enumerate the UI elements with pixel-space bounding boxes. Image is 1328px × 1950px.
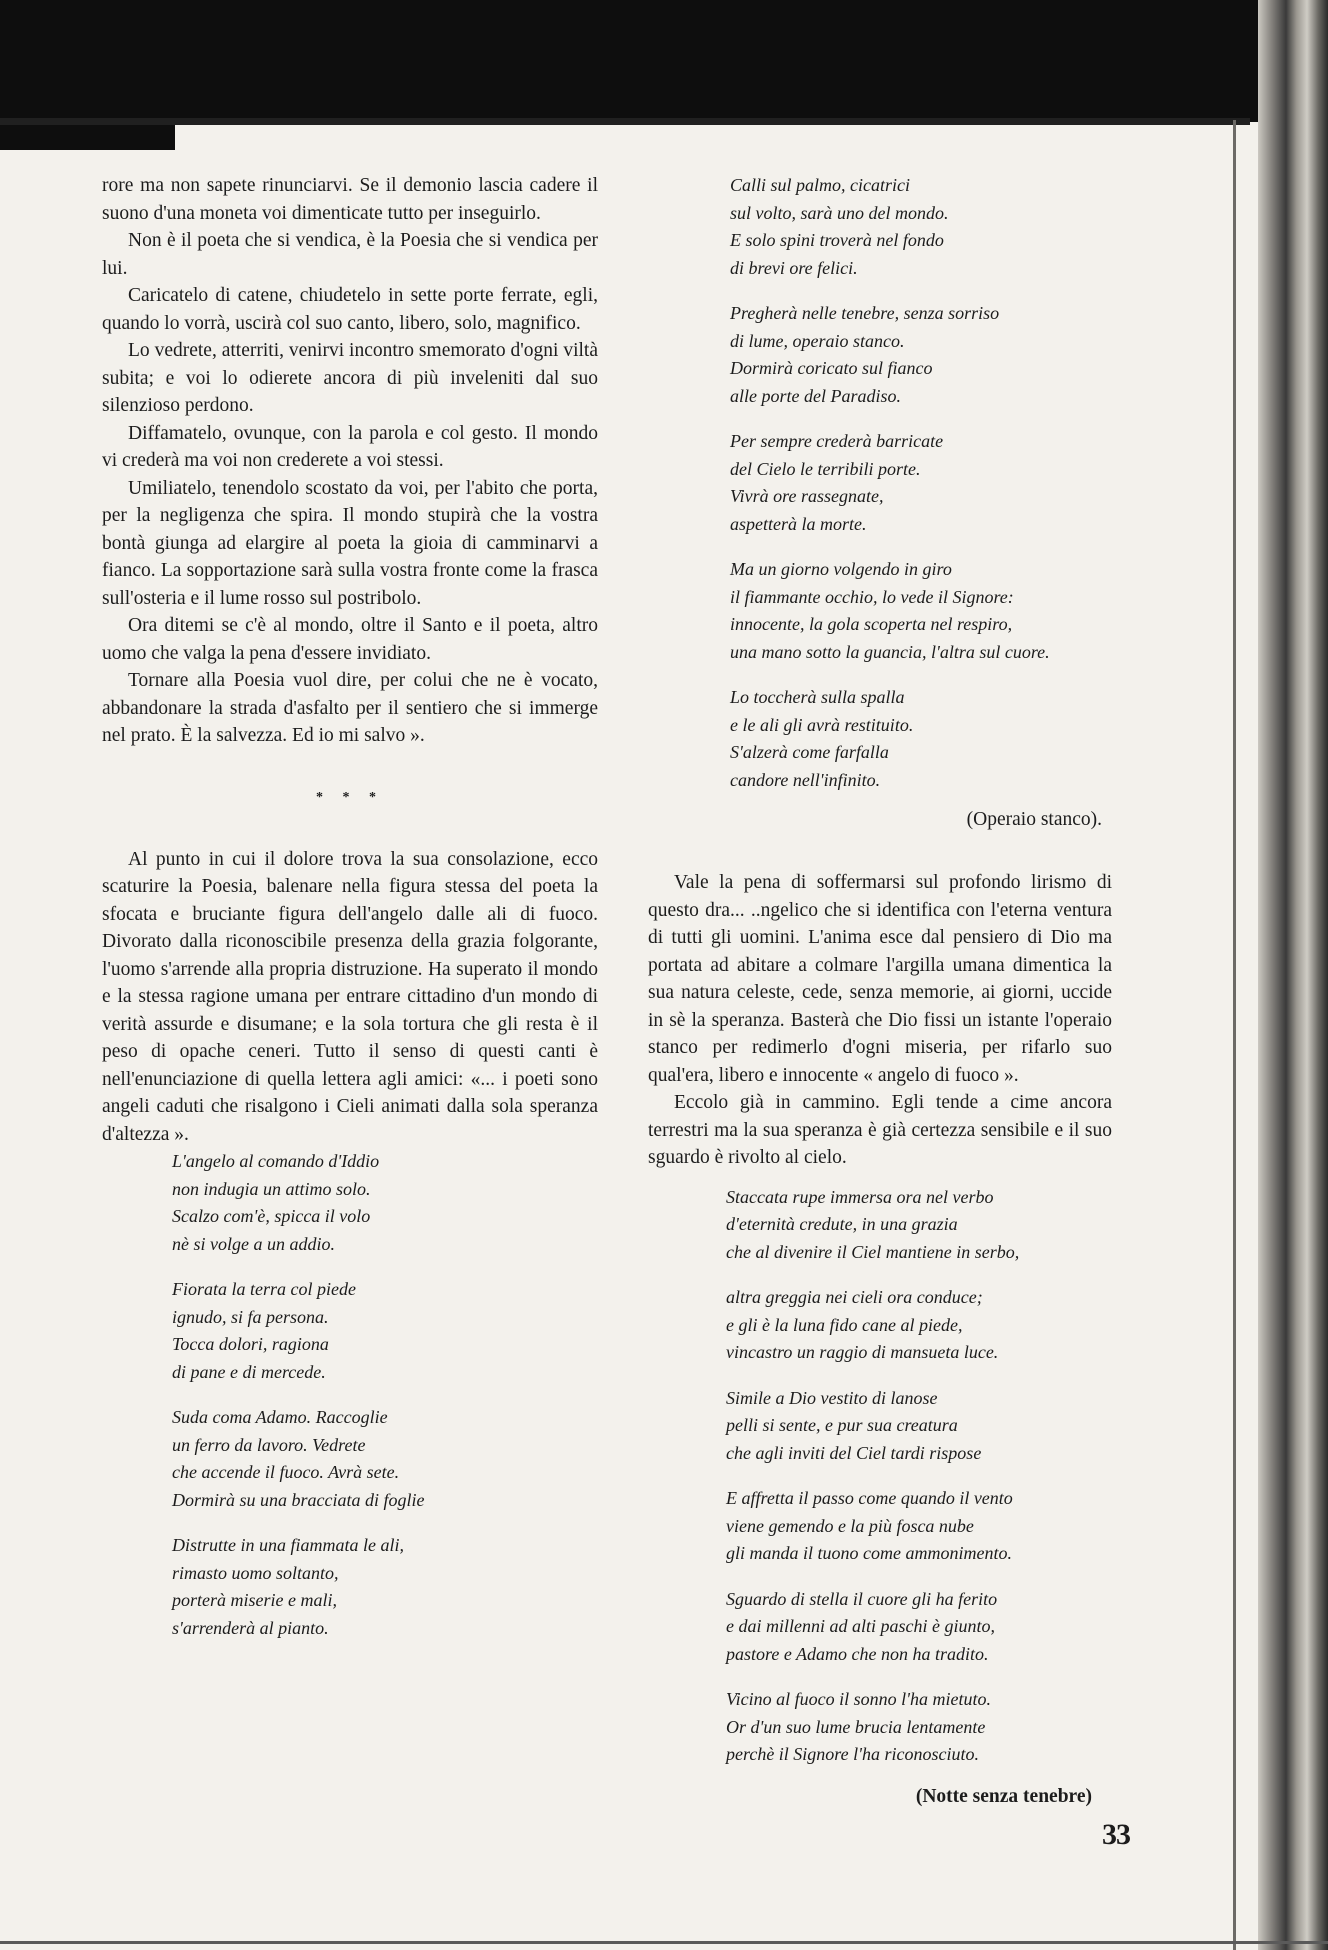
poem-notte-senza-tenebre bbox=[726, 1184, 1112, 1769]
paragraph: Caricatelo di catene, chiudetelo in sette porte ferrate, egli, quando lo vorrà, uscirà col suo canto, libero, solo, magnifico. bbox=[102, 285, 598, 334]
verse-line: Calli sul palmo, cicatrici bbox=[730, 175, 910, 195]
verse-line: s'arrenderà al pianto. bbox=[172, 1617, 329, 1638]
verse-line: porterà miserie e mali, bbox=[172, 1590, 337, 1610]
verse-line: E solo spini troverà nel fondo bbox=[730, 230, 944, 250]
verse-line: Per sempre crederà barricate bbox=[730, 431, 944, 451]
stanza bbox=[730, 428, 1112, 538]
verse-line: Lo toccherà sulla spalla bbox=[730, 687, 905, 707]
verse-line: pastore e Adamo che non ha tradito. bbox=[726, 1643, 989, 1664]
paragraph: Ora ditemi se c'è al mondo, oltre il Santo e il poeta, altro uomo che valga la pena d'essere invidiato. bbox=[102, 615, 598, 664]
stanza bbox=[172, 1532, 598, 1642]
stanza bbox=[172, 1276, 598, 1386]
verse-line: gli manda il tuono come ammonimento. bbox=[726, 1543, 1012, 1563]
verse-line: Fiorata la terra col piede bbox=[172, 1279, 356, 1299]
verse-line: Vivrà ore rassegnate, bbox=[730, 486, 884, 506]
scan-top-edge bbox=[0, 118, 1250, 125]
verse-line: E affretta il passo come quando il vento bbox=[726, 1488, 1013, 1508]
left-prose-top bbox=[102, 172, 598, 750]
verse-line: Ma un giorno volgendo in giro bbox=[730, 559, 952, 579]
verse-line: che agli inviti del Ciel tardi rispose bbox=[726, 1442, 982, 1463]
stanza bbox=[172, 1404, 598, 1514]
verse-line: innocente, la gola scoperta nel respiro, bbox=[730, 614, 1013, 634]
stanza bbox=[730, 556, 1112, 666]
verse-line: e dai millenni ad alti paschi è giunto, bbox=[726, 1616, 995, 1636]
verse-line: Simile a Dio vestito di lanose bbox=[726, 1387, 938, 1408]
paragraph: Vale la pena di soffermarsi sul profondo lirismo di questo dra... ..ngelico che si identifica con l'eterna ventura di tutti gli uomini. L'anima esce dal pensiero di Dio ma portata ad abitare a colmare l'argilla umana dimentica la sua natura celeste, cede, senza memorie, ai giorni, uccide in sè la speranza. Basterà che Dio fissi un istante l'operaio stanco per redimerlo d'ogni miseria, per rifarlo suo qual'era, libero e innocente « angelo di fuoco ». bbox=[648, 872, 1112, 1086]
verse-line: non indugia un attimo solo. bbox=[172, 1178, 371, 1199]
paragraph: Lo vedrete, atterriti, venirvi incontro smemorato d'ogni viltà subita; e voi lo odierete ancora di più inveleniti dal suo silenzioso perdono. bbox=[102, 340, 598, 416]
paragraph: Al punto in cui il dolore trova la sua consolazione, ecco scaturire la Poesia, balenare nella figura stessa del poeta la sfocata e bruciante figura dell'angelo dalle ali di fuoco. Divorato dalla riconoscibile presenza della grazia folgorante, l'uomo s'arrende alla propria distruzione. Ha superato il mondo e la stessa ragione umana per entrare cittadino d'un mondo di verità assurde e disumane; e la sola tortura che gli resta è il peso di opache ceneri. Tutto il senso di questi canti è nell'enunciazione di quella lettera agli amici: «... i poeti sono angeli caduti che risalgono i Cieli animati dalla sola speranza d'altezza ». bbox=[102, 848, 598, 1145]
left-column bbox=[102, 172, 598, 1660]
verse-line: di pane e di mercede. bbox=[172, 1361, 326, 1382]
paragraph: Umiliatelo, tenendolo scostato da voi, per l'abito che porta, per la negligenza che spira. Il mondo stupirà che la vostra bontà giunga ad elargire al poeta la gioia di camminarvi a fianco. La sopportazione sarà sulla vostra fronte come la frasca sull'osteria e il lume rosso sul postribolo. bbox=[102, 477, 598, 609]
verse-line: vincastro un raggio di mansueta luce. bbox=[726, 1342, 999, 1362]
paragraph: Diffamatelo, ovunque, con la parola e col gesto. Il mondo vi crederà ma voi non crederete a voi stessi. bbox=[102, 422, 598, 471]
verse-line: il fiammante occhio, lo vede il Signore: bbox=[730, 586, 1014, 607]
verse-line: Pregherà nelle tenebre, senza sorriso bbox=[730, 303, 1000, 323]
verse-line: Staccata rupe immersa ora nel verbo bbox=[726, 1186, 994, 1207]
scan-top-band bbox=[0, 0, 1328, 122]
left-prose-middle bbox=[102, 846, 598, 1149]
stanza bbox=[726, 1586, 1112, 1669]
poem-attribution: (Operaio stanco). bbox=[966, 809, 1102, 830]
verse-line: e gli è la luna fido cane al piede, bbox=[726, 1314, 963, 1335]
right-prose bbox=[648, 869, 1112, 1172]
verse-line: e le ali gli avrà restituito. bbox=[730, 714, 914, 735]
page-number: 33 bbox=[1102, 1818, 1130, 1851]
scan-top-corner bbox=[0, 0, 175, 150]
verse-line: di lume, operaio stanco. bbox=[730, 330, 905, 351]
verse-line: Tocca dolori, ragiona bbox=[172, 1334, 329, 1354]
stanza bbox=[172, 1148, 598, 1258]
stanza bbox=[726, 1385, 1112, 1468]
verse-line: che accende il fuoco. Avrà sete. bbox=[172, 1462, 400, 1482]
stanza bbox=[726, 1284, 1112, 1367]
section-separator: * * * bbox=[316, 789, 384, 805]
stanza bbox=[726, 1485, 1112, 1568]
stanza bbox=[730, 300, 1112, 410]
verse-line: rimasto uomo soltanto, bbox=[172, 1562, 339, 1583]
poem-attribution: (Notte senza tenebre) bbox=[915, 1785, 1092, 1807]
paragraph: Eccolo già in cammino. Egli tende a cime ancora terrestri ma la sua speranza è già certezza sensibile e il suo sguardo è rivolto al cielo. bbox=[648, 1092, 1112, 1168]
verse-line: d'eternità credute, in una grazia bbox=[726, 1214, 958, 1234]
verse-line: una mano sotto la guancia, l'altra sul cuore. bbox=[730, 641, 1050, 662]
paragraph: Tornare alla Poesia vuol dire, per colui che ne è vocato, abbandonare la strada d'asfalto per il sentiero che si immerge nel prato. È la salvezza. Ed io mi salvo ». bbox=[102, 670, 598, 746]
verse-line: ignudo, si fa persona. bbox=[172, 1306, 329, 1327]
verse-line: di brevi ore felici. bbox=[730, 257, 858, 278]
paragraph: rore ma non sapete rinunciarvi. Se il demonio lascia cadere il suono d'una moneta voi dimenticate tutto per inseguirlo. bbox=[102, 175, 598, 224]
verse-line: Dormirà su una bracciata di foglie bbox=[172, 1489, 425, 1510]
verse-line: Sguardo di stella il cuore gli ha ferito bbox=[726, 1588, 998, 1609]
verse-line: candore nell'infinito. bbox=[730, 769, 881, 790]
verse-line: che al divenire il Ciel mantiene in serbo, bbox=[726, 1241, 1020, 1262]
stanza bbox=[726, 1686, 1112, 1769]
stanza bbox=[730, 172, 1112, 282]
verse-line: alle porte del Paradiso. bbox=[730, 385, 901, 406]
verse-line: un ferro da lavoro. Vedrete bbox=[172, 1434, 366, 1455]
verse-line: Distrutte in una fiammata le ali, bbox=[172, 1535, 404, 1555]
poem-operaio-stanco bbox=[730, 172, 1112, 794]
verse-line: Vicino al fuoco il sonno l'ha mietuto. bbox=[726, 1689, 991, 1709]
verse-line: del Cielo le terribili porte. bbox=[730, 458, 921, 479]
right-column bbox=[648, 172, 1112, 1810]
verse-line: altra greggia nei cieli ora conduce; bbox=[726, 1287, 983, 1307]
verse-line: L'angelo al comando d'Iddio bbox=[172, 1151, 380, 1171]
verse-line: nè si volge a un addio. bbox=[172, 1233, 335, 1254]
verse-line: Dormirà coricato sul fianco bbox=[730, 358, 933, 378]
stanza bbox=[726, 1184, 1112, 1267]
verse-line: Suda coma Adamo. Raccoglie bbox=[172, 1407, 388, 1427]
verse-line: aspetterà la morte. bbox=[730, 513, 867, 534]
stanza bbox=[730, 684, 1112, 794]
verse-line: pelli si sente, e pur sua creatura bbox=[726, 1415, 958, 1435]
verse-line: perchè il Signore l'ha riconosciuto. bbox=[726, 1744, 979, 1764]
verse-line: Scalzo com'è, spicca il volo bbox=[172, 1206, 371, 1226]
verse-line: S'alzerà come farfalla bbox=[730, 742, 889, 762]
page-border-line bbox=[1233, 120, 1236, 1950]
poem-angelo bbox=[172, 1148, 598, 1642]
verse-line: viene gemendo e la più fosca nube bbox=[726, 1515, 974, 1536]
paragraph: Non è il poeta che si vendica, è la Poesia che si vendica per lui. bbox=[102, 230, 598, 279]
book-spine-edge bbox=[1258, 0, 1328, 1950]
verse-line: sul volto, sarà uno del mondo. bbox=[730, 202, 949, 223]
page-bottom-line bbox=[0, 1941, 1328, 1944]
verse-line: Or d'un suo lume brucia lentamente bbox=[726, 1716, 986, 1737]
